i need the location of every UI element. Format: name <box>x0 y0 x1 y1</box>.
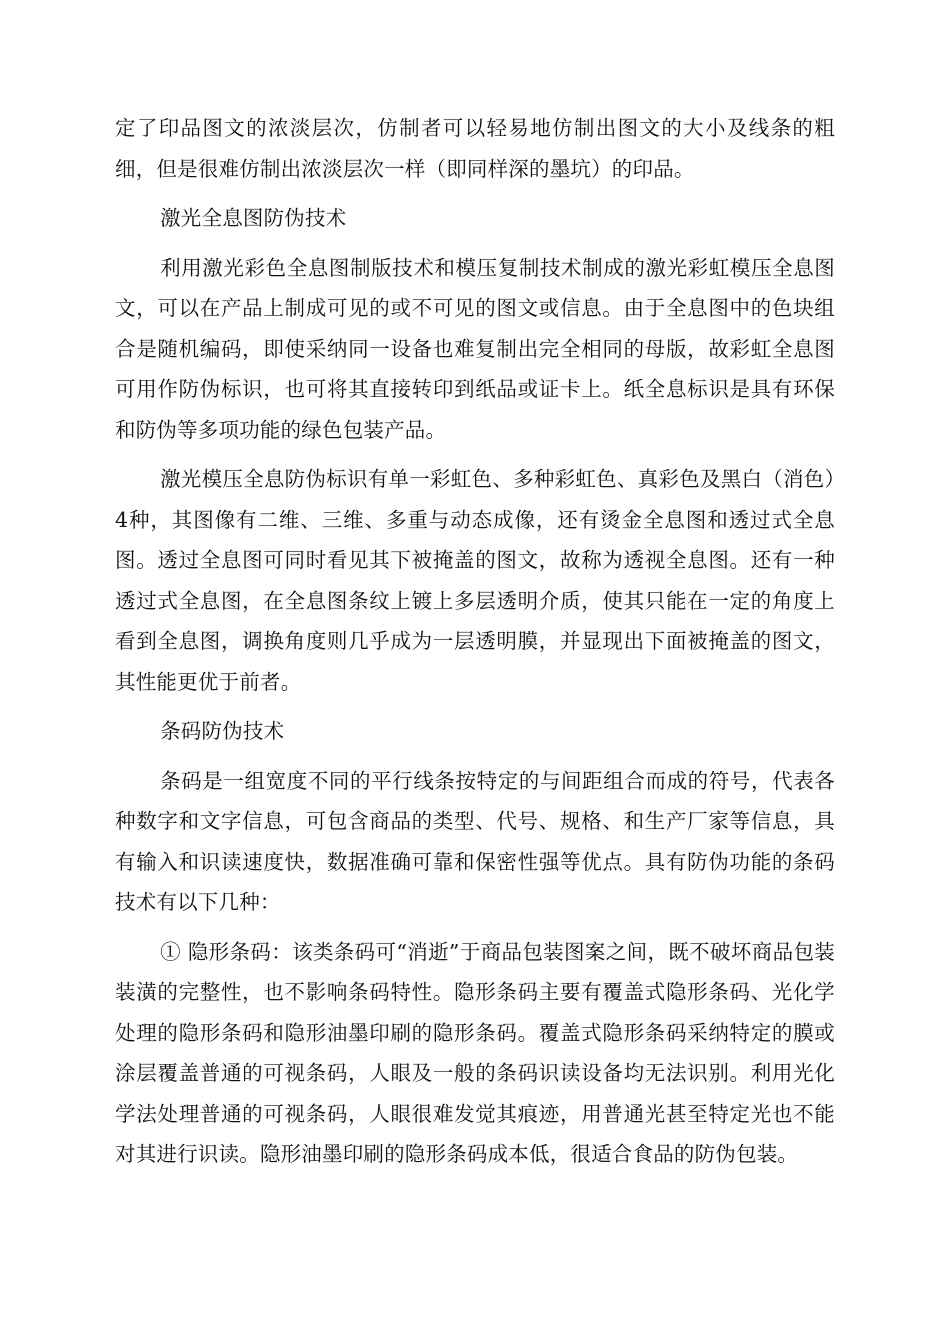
document-body <box>115 108 835 1184</box>
section-heading-barcode: 条码防伪技术 <box>160 719 285 743</box>
paragraph-barcode-intro: 条码是一组宽度不同的平行线条按特定的与间距组合而成的符号，代表各种数字和文字信息，可包含商品的类型、代号、规格、和生产厂家等信息，具有输入和识读速度快，数据准确可靠和保密性强等优点。具有防伪功能的条码技术有以下几种： <box>115 768 835 914</box>
paragraph-invisible-barcode: ① 隐形条码：该类条码可“消逝”于商品包装图案之间，既不破坏商品包装装潢的完整性，也不影响条码特性。隐形条码主要有覆盖式隐形条码、光化学处理的隐形条码和隐形油墨印刷的隐形条码。覆盖式隐形条码采纳特定的膜或涂层覆盖普通的可视条码，人眼及一般的条码识读设备均无法识别。利用光化学法处理普通的可视条码，人眼很难发觉其痕迹，用普通光甚至特定光也不能对其进行识读。隐形油墨印刷的隐形条码成本低，很适合食品的防伪包装。 <box>115 939 835 1166</box>
paragraph-continuation: 定了印品图文的浓淡层次，仿制者可以轻易地仿制出图文的大小及线条的粗细，但是很难仿制出浓淡层次一样（即同样深的墨坑）的印品。 <box>115 116 835 181</box>
paragraph-laser-hologram-intro: 利用激光彩色全息图制版技术和模压复制技术制成的激光彩虹模压全息图文，可以在产品上制成可见的或不可见的图文或信息。由于全息图中的色块组合是随机编码，即使采纳同一设备也难复制出完全相同的母版，故彩虹全息图可用作防伪标识，也可将其直接转印到纸品或证卡上。纸全息标识是具有环保和防伪等多项功能的绿色包装产品。 <box>115 255 835 442</box>
paragraph-laser-hologram-types: 激光模压全息防伪标识有单一彩虹色、多种彩虹色、真彩色及黑白（消色）4种，其图像有二维、三维、多重与动态成像，还有烫金全息图和透过式全息图。透过全息图可同时看见其下被掩盖的图文，故称为透视全息图。还有一种透过式全息图，在全息图条纹上镀上多层透明介质，使其只能在一定的角度上看到全息图，调换角度则几乎成为一层透明膜，并显现出下面被掩盖的图文，其性能更优于前者。 <box>115 467 835 694</box>
section-heading-laser-hologram: 激光全息图防伪技术 <box>160 206 347 230</box>
